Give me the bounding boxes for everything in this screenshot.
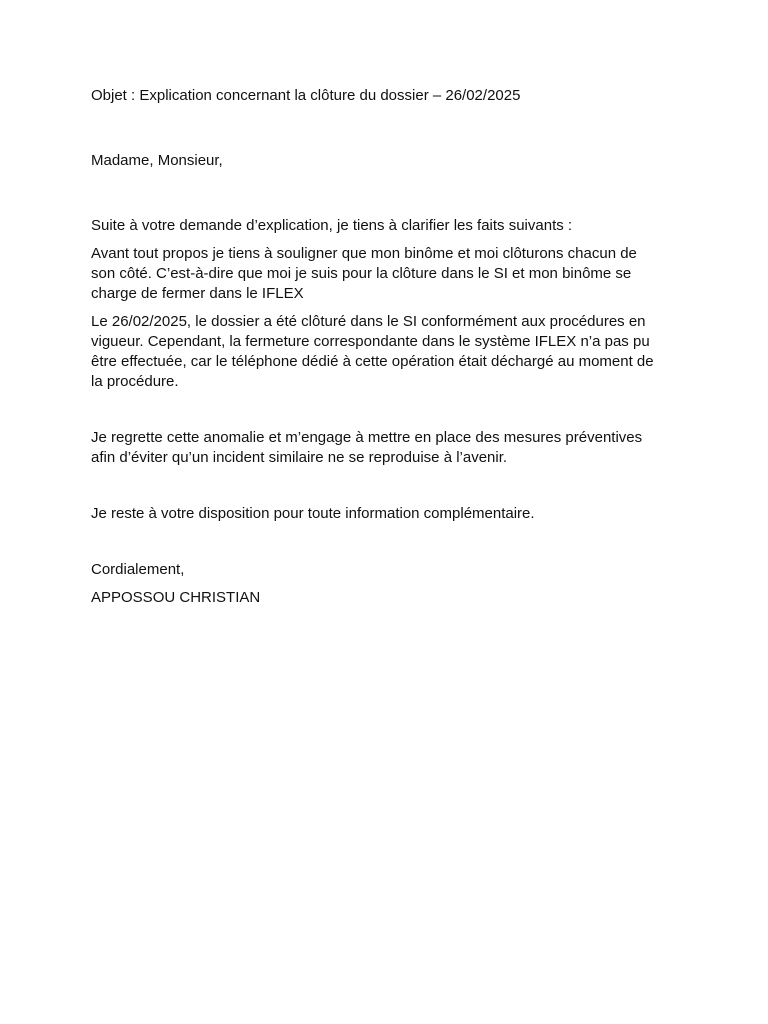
paragraph-line: son côté. C’est-à-dire que moi je suis pour la clôture dans le SI et mon binôme se xyxy=(91,265,632,282)
paragraph-line: être effectuée, car le téléphone dédié à cette opération était déchargé au moment de xyxy=(91,353,654,370)
letter-signature: APPOSSOU CHRISTIAN xyxy=(91,589,261,606)
letter-page xyxy=(91,86,691,608)
paragraph-line: Le 26/02/2025, le dossier a été clôturé dans le SI conformément aux procédures en xyxy=(91,313,646,330)
letter-salutation: Madame, Monsieur, xyxy=(91,152,223,169)
paragraph-line: charge de fermer dans le IFLEX xyxy=(91,285,304,302)
paragraph-line: Je regrette cette anomalie et m’engage à mettre en place des mesures préventives xyxy=(91,429,643,446)
paragraph-line: vigueur. Cependant, la fermeture correspondante dans le système IFLEX n’a pas pu xyxy=(91,333,650,350)
paragraph-regret xyxy=(91,428,691,468)
paragraph-line: afin d’éviter qu’un incident similaire ne se reproduise à l’avenir. xyxy=(91,449,508,466)
paragraph-line: Avant tout propos je tiens à souligner que mon binôme et moi clôturons chacun de xyxy=(91,245,637,262)
letter-closing: Cordialement, xyxy=(91,561,185,578)
paragraph-facts xyxy=(91,312,691,392)
paragraph-disposition: Je reste à votre disposition pour toute information complémentaire. xyxy=(91,505,535,522)
letter-subject: Objet : Explication concernant la clôture du dossier – 26/02/2025 xyxy=(91,87,521,104)
letter-intro: Suite à votre demande d’explication, je tiens à clarifier les faits suivants : xyxy=(91,217,573,234)
paragraph-line: la procédure. xyxy=(91,373,179,390)
paragraph-binome xyxy=(91,244,691,304)
